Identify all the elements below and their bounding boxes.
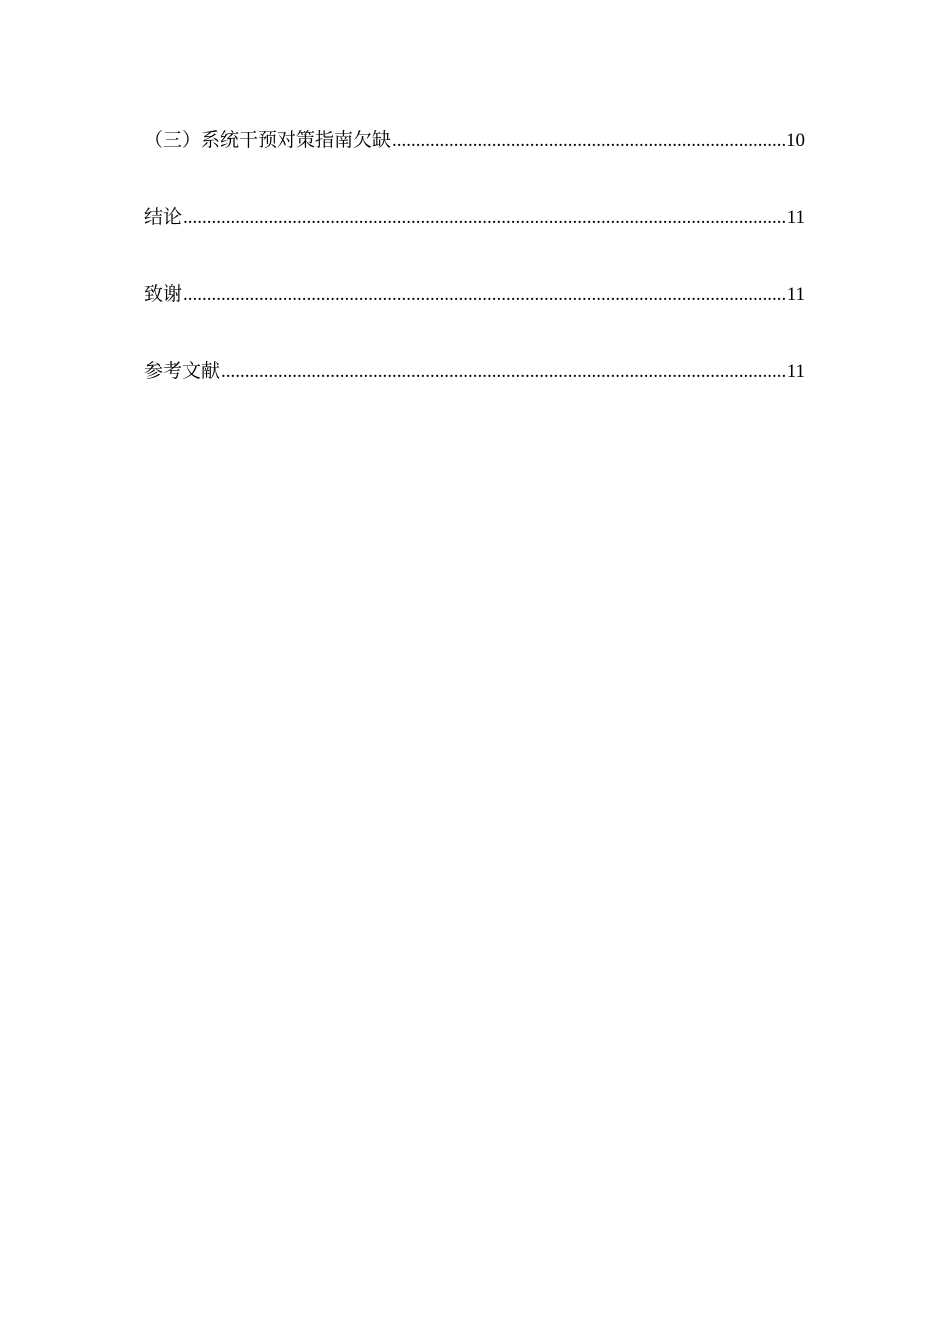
toc-dot-leader [221,355,786,389]
toc-entry[interactable] [144,201,805,278]
toc-entry-title: 结论 [144,207,183,228]
toc-entry[interactable] [144,278,805,355]
table-of-contents [144,124,805,432]
toc-dot-leader [392,124,785,158]
toc-dot-leader [183,201,786,235]
toc-entry-title: 致谢 [144,284,183,305]
toc-entry[interactable] [144,124,805,201]
toc-dot-leader [183,278,786,312]
toc-entry[interactable] [144,355,805,432]
toc-entry-page-number: 11 [786,361,805,382]
toc-entry-page-number: 11 [786,207,805,228]
toc-entry-title: （三）系统干预对策指南欠缺 [144,130,392,151]
toc-entry-title: 参考文献 [144,361,221,382]
toc-entry-page-number: 10 [786,130,805,151]
toc-entry-page-number: 11 [786,284,805,305]
